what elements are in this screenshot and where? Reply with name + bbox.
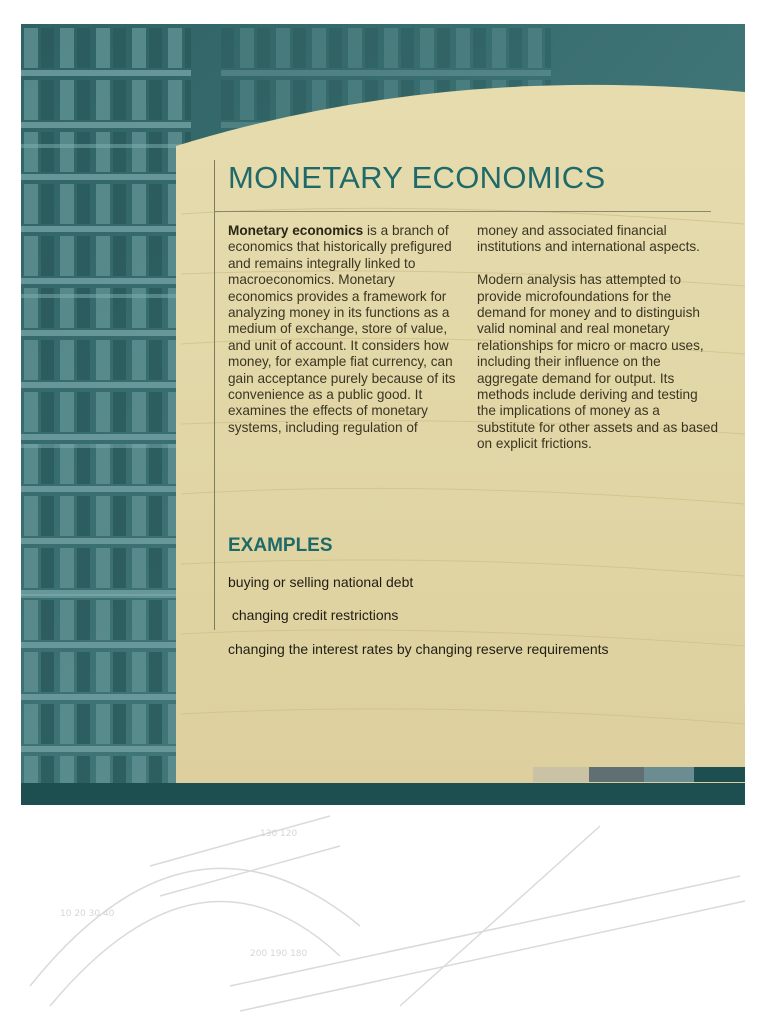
example-item: buying or selling national debt <box>228 574 414 590</box>
accent-block <box>644 767 694 782</box>
page-title: MONETARY ECONOMICS <box>228 160 606 195</box>
paragraph: Modern analysis has attempted to provide microfoundations for the demand for money and to distinguish valid nominal and real monetary relationships for micro or macro uses, including their influence on the aggregate demand for output. Its methods include deriving and testing the implications of money as a substitute for other assets and as based on explicit frictions. <box>477 272 719 452</box>
example-item: changing the interest rates by changing reserve requirements <box>228 641 609 657</box>
svg-text:200 190 180: 200 190 180 <box>250 949 308 959</box>
footer-band <box>21 783 745 805</box>
accent-block <box>533 767 589 782</box>
vertical-divider <box>214 160 215 630</box>
examples-heading: EXAMPLES <box>228 535 333 556</box>
svg-text:10 20 30 40: 10 20 30 40 <box>60 909 115 919</box>
title-underline <box>214 211 711 212</box>
example-item: changing credit restrictions <box>228 607 399 623</box>
term-bold: Monetary economics <box>228 223 364 238</box>
paragraph: money and associated financial institutions and international aspects. <box>477 223 700 255</box>
svg-text:130 120: 130 120 <box>260 829 298 839</box>
body-column-2 <box>477 223 719 469</box>
accent-block <box>694 767 745 782</box>
accent-block <box>589 767 644 782</box>
background-protractor-decoration <box>0 806 768 1024</box>
body-column-1 <box>228 223 458 436</box>
intro-text: is a branch of economics that historically prefigured and remains integrally linked to macroeconomics. Monetary economics provides a framework for analyzing money in its functions as a medium of exchange, store of value, and unit of account. It considers how money, for example fiat currency, can gain acceptance purely because of its convenience as a public good. It examines the effects of monetary systems, including regulation of <box>228 223 456 435</box>
